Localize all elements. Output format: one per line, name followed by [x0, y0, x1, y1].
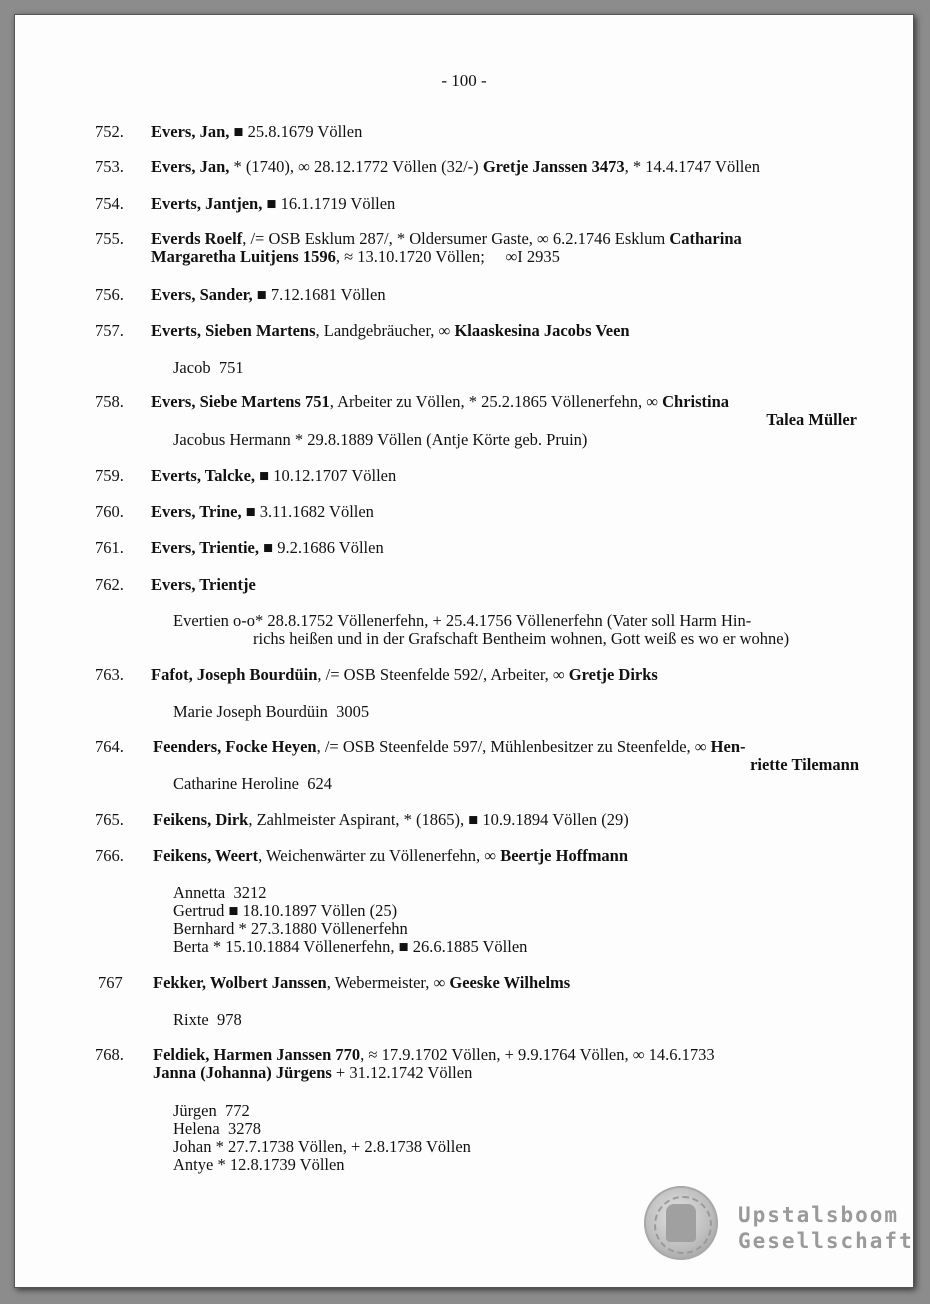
- entry-number: 755.: [95, 229, 124, 248]
- entry-name: Feldiek, Harmen Janssen 770: [153, 1045, 361, 1064]
- spouse-name: Gretje Dirks: [568, 665, 658, 684]
- entry-name: Evers, Sander,: [151, 285, 253, 304]
- entry-number: 760.: [95, 502, 124, 521]
- children-list: [173, 703, 863, 721]
- entry-name: Evers, Trientie,: [151, 538, 259, 557]
- spouse-name: Hen-: [710, 737, 746, 756]
- entry-details: ■ 9.2.1686 Völlen: [259, 538, 384, 557]
- entry-details: ■ 10.12.1707 Völlen: [255, 466, 397, 485]
- child-item: Antye * 12.8.1739 Völlen: [173, 1155, 345, 1174]
- entry-details: , ≈ 17.9.1702 Völlen, + 9.9.1764 Völlen, ∞ 14.6.1733: [360, 1045, 715, 1064]
- entry-name: Fekker, Wolbert Janssen: [153, 973, 327, 992]
- logo-line-2: Gesellschaft: [738, 1229, 914, 1253]
- entry-details: * (1740), ∞ 28.12.1772 Völlen (32/-): [229, 157, 483, 176]
- child-item: Gertrud ■ 18.10.1897 Völlen (25): [173, 901, 398, 920]
- page-number: - 100 -: [441, 71, 487, 90]
- publisher-logo: [738, 1202, 914, 1254]
- entry-name: Evers, Jan,: [151, 157, 230, 176]
- spouse-name: Beertje Hoffmann: [500, 846, 629, 865]
- entry-number: 764.: [95, 737, 124, 756]
- spouse-name: Gretje Janssen 3473: [482, 157, 625, 176]
- children-list: [173, 775, 863, 793]
- entry-details: ■ 16.1.1719 Völlen: [262, 194, 396, 213]
- entry-details: , Arbeiter zu Völlen, * 25.2.1865 Völlenerfehn, ∞: [329, 392, 663, 411]
- entry-number: 756.: [95, 285, 124, 304]
- entry-details: , Zahlmeister Aspirant, * (1865), ■ 10.9.1894 Völlen (29): [248, 810, 629, 829]
- entry-number: 757.: [95, 321, 124, 340]
- entry-name: Everts, Jantjen,: [151, 194, 263, 213]
- entry-details: ■ 7.12.1681 Völlen: [252, 285, 386, 304]
- spouse-name: Klaaskesina Jacobs Veen: [454, 321, 630, 340]
- entry-number: 752.: [95, 122, 124, 141]
- entry-name: Evers, Siebe Martens 751: [151, 392, 330, 411]
- child-item: Helena 3278: [173, 1119, 261, 1138]
- entry-details: , /= OSB Esklum 287/, * Oldersumer Gaste, ∞ 6.2.1746 Esklum: [242, 229, 670, 248]
- child-item: Jacob 751: [173, 358, 244, 377]
- entry-number: 767: [98, 973, 123, 992]
- entry-number: 761.: [95, 538, 124, 557]
- entry-name: Feikens, Weert: [153, 846, 259, 865]
- entry-number: 758.: [95, 392, 124, 411]
- entry-name: Everts, Talcke,: [151, 466, 256, 485]
- child-item: Rixte 978: [173, 1010, 242, 1029]
- spouse-details: , * 14.4.1747 Völlen: [624, 157, 760, 176]
- entry-number: 762.: [95, 575, 124, 594]
- child-item: Jürgen 772: [173, 1101, 250, 1120]
- entry-details: , /= OSB Steenfelde 592/, Arbeiter, ∞: [317, 665, 569, 684]
- child-item: Jacobus Hermann * 29.8.1889 Völlen (Antje Körte geb. Pruin): [173, 430, 588, 449]
- note-line: richs heißen und in der Grafschaft Bentheim wohnen, Gott weiß es wo er wohne): [253, 629, 790, 648]
- child-item: Catharine Heroline 624: [173, 774, 332, 793]
- child-item: Berta * 15.10.1884 Völlenerfehn, ■ 26.6.1885 Völlen: [173, 937, 528, 956]
- entry-name: Everds Roelf: [151, 229, 243, 248]
- entry-details: , Webermeister, ∞: [326, 973, 450, 992]
- child-item: Johan * 27.7.1738 Völlen, + 2.8.1738 Völlen: [173, 1137, 471, 1156]
- spouse-name: Geeske Wilhelms: [449, 973, 571, 992]
- spouse-name: Christina: [662, 392, 730, 411]
- entry-name: Feikens, Dirk: [153, 810, 249, 829]
- logo-line-1: Upstalsboom: [738, 1203, 900, 1227]
- spouse-details: , ≈ 13.10.1720 Völlen; ∞I 2935: [335, 247, 560, 266]
- spouse-name-cont: riette Tilemann: [750, 755, 859, 774]
- entry-name: Evers, Trientje: [151, 575, 256, 594]
- entry-name: Evers, Jan,: [151, 122, 230, 141]
- entry-details: , /= OSB Steenfelde 597/, Mühlenbesitzer zu Steenfelde, ∞: [316, 737, 711, 756]
- spouse-name-cont: Talea Müller: [766, 410, 857, 429]
- document-page: [14, 14, 914, 1288]
- entry-details: ■ 3.11.1682 Völlen: [241, 502, 374, 521]
- spouse-name: Catharina: [669, 229, 742, 248]
- entry-name: Evers, Trine,: [151, 502, 242, 521]
- child-item: Annetta 3212: [173, 883, 267, 902]
- entry-details: , Landgebräucher, ∞: [315, 321, 455, 340]
- children-list: [173, 359, 863, 377]
- spouse-name-cont: Margaretha Luitjens 1596: [151, 247, 336, 266]
- entry-number: 768.: [95, 1045, 124, 1064]
- entry-details: , Weichenwärter zu Völlenerfehn, ∞: [258, 846, 501, 865]
- entry-number: 759.: [95, 466, 124, 485]
- children-list: [173, 1102, 863, 1174]
- entry-note: [173, 612, 863, 648]
- entry-name: Everts, Sieben Martens: [151, 321, 316, 340]
- spouse-name: Janna (Johanna) Jürgens: [153, 1063, 332, 1082]
- spouse-details: + 31.12.1742 Völlen: [331, 1063, 473, 1082]
- note-line: Evertien o-o* 28.8.1752 Völlenerfehn, + 25.4.1756 Völlenerfehn (Vater soll Harm Hin-: [173, 611, 752, 630]
- children-list: [173, 884, 863, 956]
- children-list: [173, 431, 863, 449]
- entry-details: ■ 25.8.1679 Völlen: [229, 122, 363, 141]
- child-item: Bernhard * 27.3.1880 Völlenerfehn: [173, 919, 408, 938]
- entry-number: 766.: [95, 846, 124, 865]
- child-item: Marie Joseph Bourdüin 3005: [173, 702, 370, 721]
- entry-name: Feenders, Focke Heyen: [153, 737, 317, 756]
- entry-number: 754.: [95, 194, 124, 213]
- seal-logo-icon: [644, 1186, 718, 1260]
- children-list: [173, 1011, 863, 1029]
- entry-name: Fafot, Joseph Bourdüin: [151, 665, 318, 684]
- entry-number: 753.: [95, 157, 124, 176]
- entry-number: 765.: [95, 810, 124, 829]
- entry-number: 763.: [95, 665, 124, 684]
